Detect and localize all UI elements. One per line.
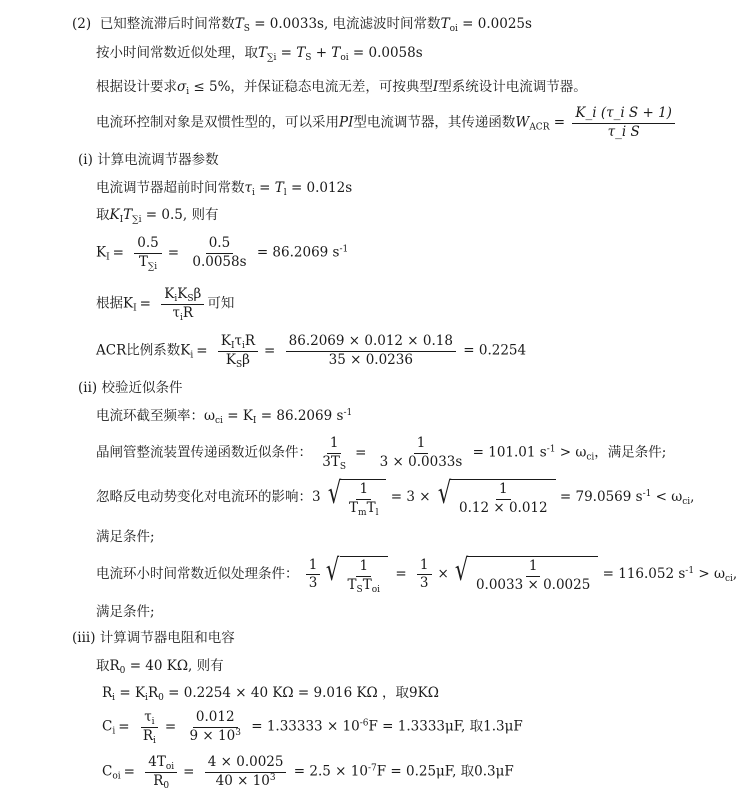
s2-line-5: 电流环小时间常数近似处理条件： $\frac{1}{3}$ √ $\frac{1}{T_ST_{oi}}$ = $\frac{1}{3}$ × √ $\frac{1}{0.0033 \times 0.0025}$ = 116.052 $s^{-1} > \omega_{ci}$, <box>96 553 737 595</box>
s2-line-1: 电流环截至频率：$\omega_{ci} = K_I = 86.2069$ $s^{-1}$ <box>96 408 353 426</box>
s1-line-3-KI: $K_I$ = $\frac{0.5}{T_{\sum i}}$ = $\frac{0.5}{0.0058s}$ = 86.2069 $s^{-1}$ <box>96 235 349 272</box>
section-3-title: (iii) 计算调节器电阻和电容 <box>72 630 235 646</box>
s1-line-2: 取$K_IT_{\sum i} = 0.5$, 则有 <box>96 207 219 225</box>
s1-line-1: 电流调节器超前时间常数$\tau_i = T_l = 0.012s$ <box>96 180 353 198</box>
intro-line-4: 电流环控制对象是双惯性型的，可以采用PI型电流调节器，其传递函数$W_{ACR}$ = $\frac{\text{K\_i (τ\_i S + 1)}}{\text{τ\_i S}}$ <box>96 106 678 140</box>
s3-line-2: $R_i = K_iR_0 = 0.2254 \times 40$ KΩ = 9.016 KΩ ，取9KΩ <box>102 685 439 703</box>
transfer-function: $\frac{\text{K\_i (τ\_i S + 1)}}{\text{τ\_i S}}$ <box>572 106 675 140</box>
s1-line-4: 根据$K_I$ = $\frac{K_iK_S\beta}{\tau_iR}$ 可知 <box>96 286 235 323</box>
intro-line-2: 按小时间常数近似处理，取$T_{\sum i} = T_S + T_{oi} = 0.0058s$ <box>96 45 423 63</box>
s3-line-4: $C_{oi}$ = $\frac{4T_{oi}}{R_0}$ = $\frac{4 \times 0.0025}{40 \times 10^3}$ = $2.5 \times 10^{-7}F = 0.25\mu F$, 取0.3μF <box>102 754 514 791</box>
s2-line-4: 满足条件; <box>96 529 155 545</box>
intro-line-3: 根据设计要求$\sigma_i \le 5\%$，并保证稳态电流无差，可按典型I型系统设计电流调节器。 <box>96 79 587 97</box>
section-1-title: (i) 计算电流调节器参数 <box>78 152 219 168</box>
s1-line-5-ACR: ACR比例系数$K_i$ = $\frac{K_I\tau_iR}{K_S\beta}$ = $\frac{86.2069 \times 0.012 \times 0.18}{35 \times 0.0236}$ = 0.2254 <box>96 333 527 370</box>
section-2-title: (ii) 校验近似条件 <box>78 380 183 396</box>
s3-line-3: $C_i$ = $\frac{\tau_i}{R_i}$ = $\frac{0.012}{9 \times 10^3}$ = $1.33333 \times 10^{-6}F = 1.3333\mu F$, 取1.3μF <box>102 709 523 746</box>
s2-line-3: 忽略反电动势变化对电流环的影响：3 √ $\frac{1}{T_mT_l}$ = 3 × √ $\frac{1}{0.12 \times 0.012}$ = 79.0569 $s^{-1} < \omega_{ci}$, <box>96 476 695 518</box>
intro-line-1: (2) 已知整流滞后时间常数$T_S = 0.0033s$, 电流滤波时间常数$T_{oi} = 0.0025s$ <box>72 16 532 34</box>
s3-line-1: 取$R_0 = 40$ KΩ, 则有 <box>96 658 224 676</box>
s2-line-6: 满足条件; <box>96 604 155 620</box>
s2-line-2: 晶闸管整流装置传递函数近似条件： $\frac{1}{3T_S}$ = $\frac{1}{3 \times 0.0033s}$ = 101.01 $s^{-1} > \omega_{ci}$，满足条件; <box>96 435 667 472</box>
